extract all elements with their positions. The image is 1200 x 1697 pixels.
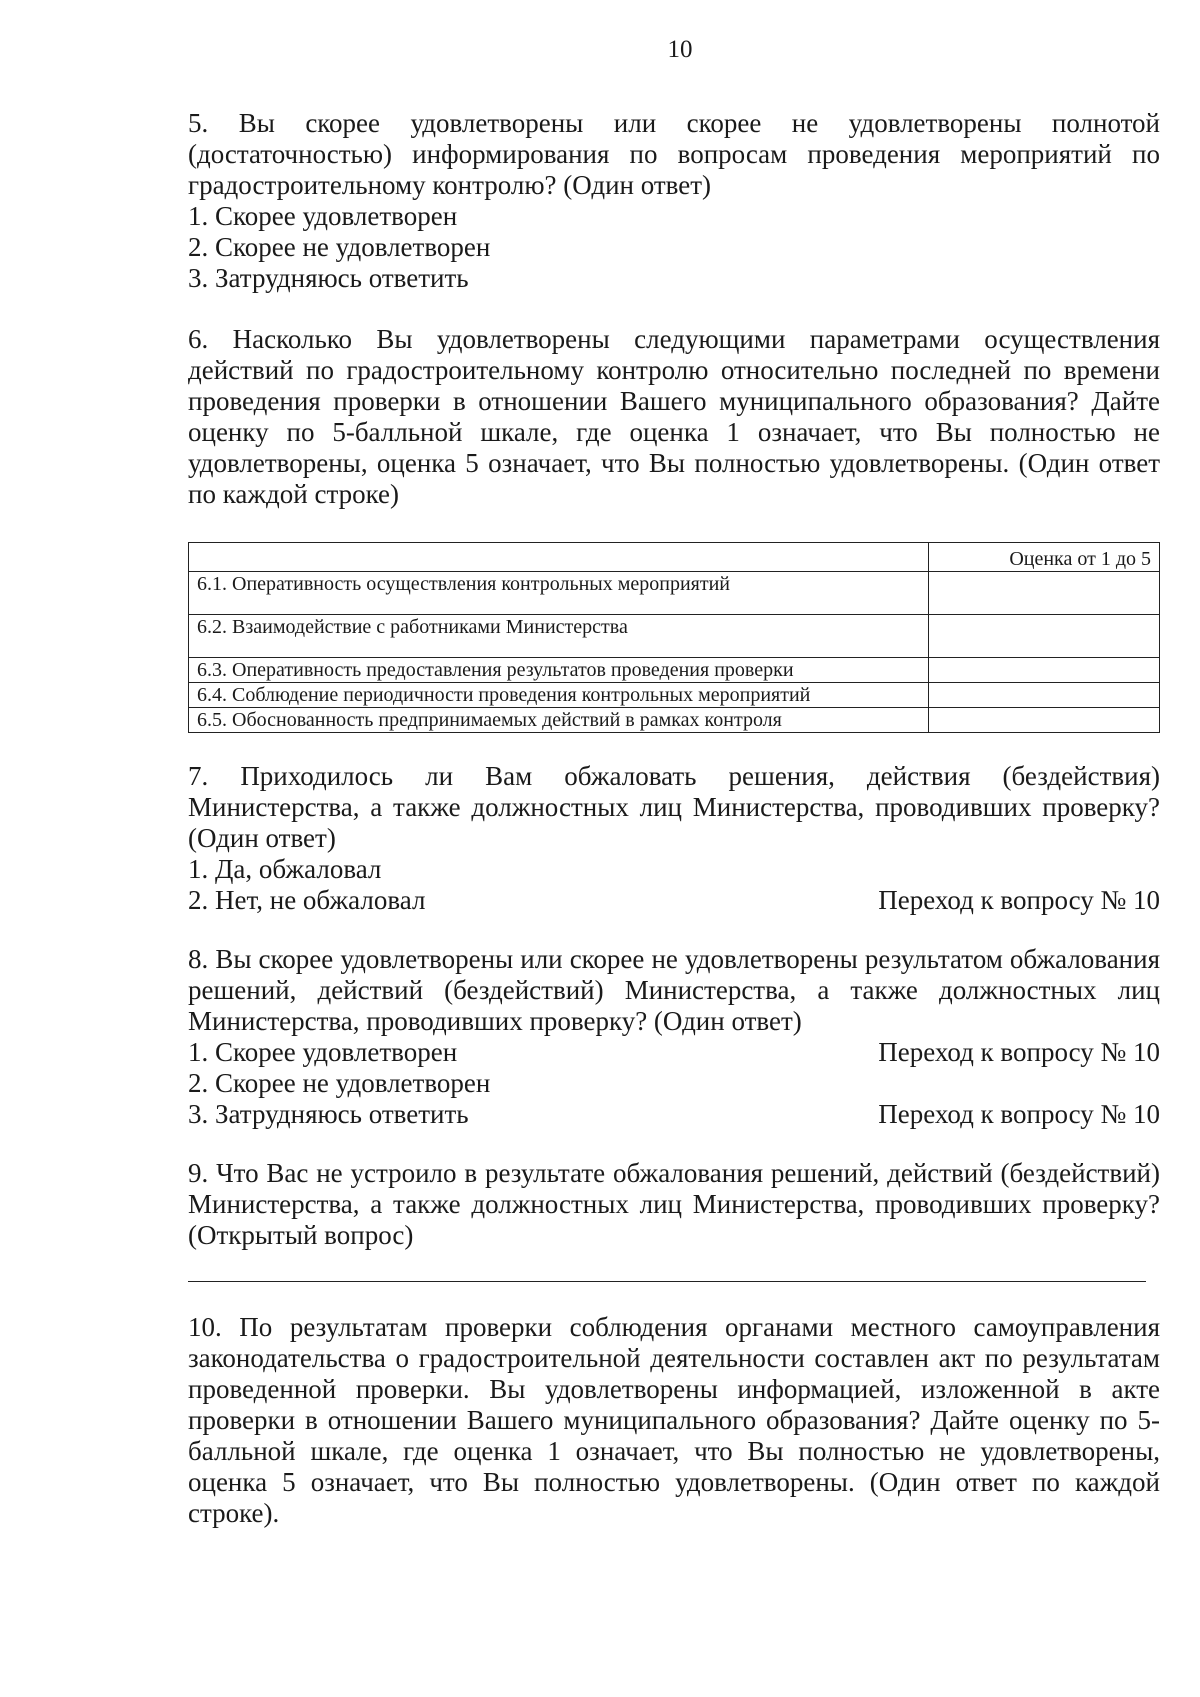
option-label: 1. Скорее удовлетворен: [188, 1037, 458, 1067]
rating-table-header-row: [189, 543, 1160, 572]
rating-table: [188, 542, 1160, 733]
table-row: [189, 708, 1160, 733]
page-number: 10: [667, 36, 693, 63]
question-6: [188, 324, 1160, 733]
rating-table-header-score: Оценка от 1 до 5: [929, 543, 1160, 572]
question-10-text: 10. По результатам проверки соблюдения органами местного самоуправления законодательства о градостроительной деятельности составлен акт по результатам проведенной проверки. Вы удовлетворены информацией, изложенной в акте проверки в отношении Вашего муниципального образования? Дайте оценку по 5-балльной шкале, где оценка 1 означает, что Вы полностью не удовлетворены, оценка 5 означает, что Вы полностью удовлетворены. (Один ответ по каждой строке).: [188, 1312, 1160, 1528]
question-8-option-3[interactable]: [188, 1099, 1160, 1130]
score-cell[interactable]: [929, 572, 1160, 615]
option-label: 2. Нет, не обжаловал: [188, 885, 426, 915]
skip-instruction: Переход к вопросу № 10: [878, 885, 1160, 915]
score-cell[interactable]: [929, 708, 1160, 733]
question-8-text: 8. Вы скорее удовлетворены или скорее не удовлетворены результатом обжалования решений, действий (бездействий) Министерства, а также должностных лиц Министерства, проводивших проверку? (Один ответ): [188, 944, 1160, 1036]
question-5-text: 5. Вы скорее удовлетворены или скорее не удовлетворены полнотой (достаточностью) информирования по вопросам проведения мероприятий по градостроительному контролю? (Один ответ): [188, 108, 1160, 200]
question-7-text: 7. Приходилось ли Вам обжаловать решения, действия (бездействия) Министерства, а также должностных лиц Министерства, проводивших проверку? (Один ответ): [188, 761, 1160, 853]
score-cell[interactable]: [929, 683, 1160, 708]
row-label: 6.5. Обоснованность предпринимаемых действий в рамках контроля: [189, 708, 929, 733]
row-label: 6.1. Оперативность осуществления контрольных мероприятий: [189, 572, 929, 615]
question-5-option-1[interactable]: [188, 201, 1160, 232]
question-6-text: 6. Насколько Вы удовлетворены следующими параметрами осуществления действий по градостроительному контролю относительно последней по времени проведения проверки в отношении Вашего муниципального образования? Дайте оценку по 5-балльной шкале, где оценка 1 означает, что Вы полностью не удовлетворены, оценка 5 означает, что Вы полностью удовлетворены. (Один ответ по каждой строке): [188, 324, 1160, 509]
question-9-text: 9. Что Вас не устроило в результате обжалования решений, действий (бездействий) Министерства, а также должностных лиц Министерства, проводивших проверку? (Открытый вопрос): [188, 1158, 1160, 1250]
option-label: 3. Затрудняюсь ответить: [188, 263, 469, 293]
skip-instruction: Переход к вопросу № 10: [878, 1037, 1160, 1067]
table-row: [189, 615, 1160, 658]
question-5-option-3[interactable]: [188, 263, 1160, 294]
row-label: 6.4. Соблюдение периодичности проведения контрольных мероприятий: [189, 683, 929, 708]
table-row: [189, 658, 1160, 683]
option-label: 1. Да, обжаловал: [188, 854, 382, 884]
skip-instruction: Переход к вопросу № 10: [878, 1099, 1160, 1129]
table-row: [189, 683, 1160, 708]
question-7-option-2[interactable]: [188, 885, 1160, 916]
rating-table-header-empty: [189, 543, 929, 572]
question-8-option-2[interactable]: [188, 1068, 1160, 1099]
question-5: [188, 108, 1160, 294]
score-cell[interactable]: [929, 658, 1160, 683]
question-9: [188, 1158, 1160, 1282]
score-cell[interactable]: [929, 615, 1160, 658]
row-label: 6.2. Взаимодействие с работниками Министерства: [189, 615, 929, 658]
question-7-option-1[interactable]: [188, 854, 1160, 885]
table-row: [189, 572, 1160, 615]
option-label: 1. Скорее удовлетворен: [188, 201, 458, 231]
question-10: [188, 1312, 1160, 1529]
question-5-option-2[interactable]: [188, 232, 1160, 263]
question-7: [188, 761, 1160, 916]
question-8-option-1[interactable]: [188, 1037, 1160, 1068]
option-label: 2. Скорее не удовлетворен: [188, 232, 491, 262]
option-label: 2. Скорее не удовлетворен: [188, 1068, 491, 1098]
option-label: 3. Затрудняюсь ответить: [188, 1099, 469, 1129]
question-8: [188, 944, 1160, 1130]
page-content: [188, 108, 1160, 1529]
row-label: 6.3. Оперативность предоставления результатов проведения проверки: [189, 658, 929, 683]
